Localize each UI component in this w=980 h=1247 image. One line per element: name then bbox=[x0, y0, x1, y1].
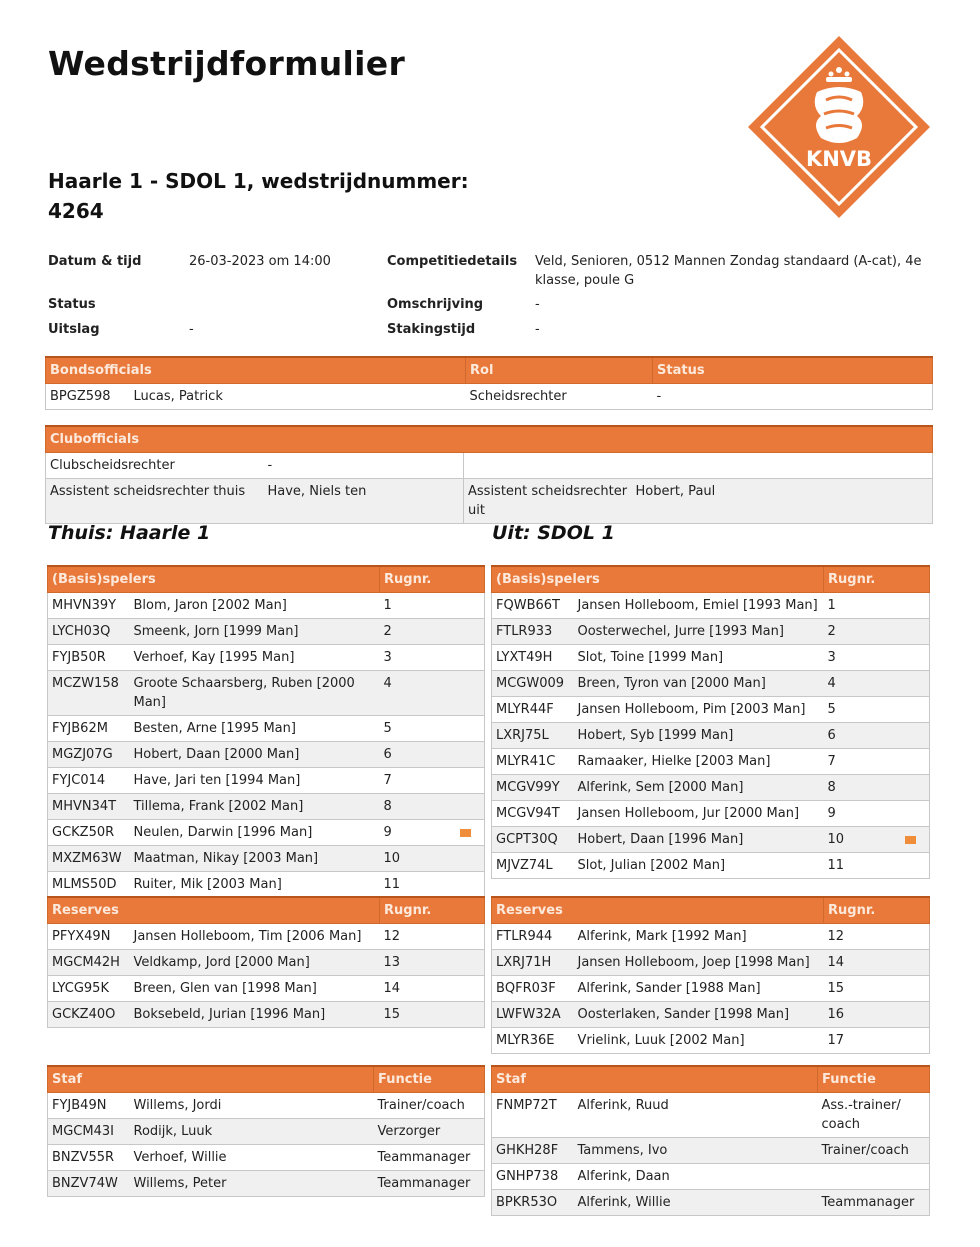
row-name: Boksebeld, Jurian [1996 Man] bbox=[130, 1002, 380, 1028]
row-code: LWFW32A bbox=[492, 1002, 574, 1028]
staff-col-header: Functie bbox=[818, 1066, 930, 1093]
clubscheids-value: - bbox=[264, 453, 464, 479]
table-row bbox=[492, 593, 930, 619]
row-code: FYJC014 bbox=[48, 768, 130, 794]
table-row bbox=[48, 1119, 485, 1145]
row-code: MCGW009 bbox=[492, 671, 574, 697]
table-row bbox=[492, 1164, 930, 1190]
row-code: LYXT49H bbox=[492, 645, 574, 671]
row-code: MLMS50D bbox=[48, 872, 130, 898]
row-nr: 12 bbox=[824, 924, 892, 950]
row-name: Oosterlaken, Sander [1998 Man] bbox=[574, 1002, 824, 1028]
card-cell bbox=[448, 768, 485, 794]
row-code: LYCG95K bbox=[48, 976, 130, 1002]
row-code: MLYR36E bbox=[492, 1028, 574, 1054]
status-header: Status bbox=[653, 357, 933, 384]
table-row bbox=[48, 872, 485, 898]
card-cell bbox=[892, 723, 930, 749]
row-role: Teammanager bbox=[818, 1190, 930, 1216]
home-staff-table bbox=[47, 1065, 485, 1197]
card-cell bbox=[892, 801, 930, 827]
row-code: GCKZ40O bbox=[48, 1002, 130, 1028]
row-name: Smeenk, Jorn [1999 Man] bbox=[130, 619, 380, 645]
datum-value: 26-03-2023 om 14:00 bbox=[189, 254, 331, 269]
table-row bbox=[492, 827, 930, 853]
row-role: Trainer/coach bbox=[374, 1093, 485, 1119]
card-cell bbox=[892, 697, 930, 723]
row-code: GCKZ50R bbox=[48, 820, 130, 846]
card-cell bbox=[448, 716, 485, 742]
card-cell bbox=[448, 794, 485, 820]
ass-uit-value: Hobert, Paul bbox=[632, 479, 933, 524]
row-nr: 3 bbox=[824, 645, 892, 671]
row-code: MGCM42H bbox=[48, 950, 130, 976]
row-name: Tammens, Ivo bbox=[574, 1138, 818, 1164]
row-name: Alferink, Sander [1988 Man] bbox=[574, 976, 824, 1002]
row-name: Jansen Holleboom, Tim [2006 Man] bbox=[130, 924, 380, 950]
row-nr: 16 bbox=[824, 1002, 892, 1028]
card-cell bbox=[892, 827, 930, 853]
row-name: Oosterwechel, Jurre [1993 Man] bbox=[574, 619, 824, 645]
row-nr: 8 bbox=[380, 794, 448, 820]
table-row bbox=[492, 671, 930, 697]
table-row bbox=[492, 775, 930, 801]
row-name: Alferink, Daan bbox=[574, 1164, 818, 1190]
official-rol: Scheidsrechter bbox=[466, 384, 653, 410]
row-name: Slot, Toine [1999 Man] bbox=[574, 645, 824, 671]
row-code: BPKR53O bbox=[492, 1190, 574, 1216]
row-nr: 5 bbox=[380, 716, 448, 742]
row-code: MHVN34T bbox=[48, 794, 130, 820]
row-name: Hobert, Daan [1996 Man] bbox=[574, 827, 824, 853]
row-nr: 6 bbox=[824, 723, 892, 749]
table-row bbox=[492, 950, 930, 976]
table-row bbox=[46, 453, 933, 479]
row-name: Vrielink, Luuk [2002 Man] bbox=[574, 1028, 824, 1054]
uitslag-value: - bbox=[189, 322, 194, 337]
row-role bbox=[818, 1164, 930, 1190]
table-row bbox=[48, 768, 485, 794]
omschrijving-label: Omschrijving bbox=[387, 297, 484, 312]
card-cell bbox=[892, 671, 930, 697]
bondsofficials-header: Bondsofficials bbox=[46, 357, 466, 384]
home-reserves-table bbox=[47, 896, 485, 1028]
card-cell bbox=[892, 853, 930, 879]
table-row bbox=[48, 1093, 485, 1119]
row-code: GCPT30Q bbox=[492, 827, 574, 853]
staking-label: Stakingstijd bbox=[387, 322, 476, 337]
card-cell bbox=[448, 645, 485, 671]
table-row bbox=[492, 1093, 930, 1138]
table-row bbox=[48, 1145, 485, 1171]
table-row bbox=[48, 1002, 485, 1028]
staking-value: - bbox=[535, 322, 540, 337]
row-code: LXRJ75L bbox=[492, 723, 574, 749]
players-col-header: Rugnr. bbox=[824, 566, 930, 593]
card-cell bbox=[448, 619, 485, 645]
card-cell bbox=[448, 1002, 485, 1028]
card-cell bbox=[448, 593, 485, 619]
reserves-header: Reserves bbox=[492, 897, 824, 924]
table-row bbox=[492, 1028, 930, 1054]
row-code: FTLR944 bbox=[492, 924, 574, 950]
row-code: MXZM63W bbox=[48, 846, 130, 872]
row-name: Groote Schaarsberg, Ruben [2000 Man] bbox=[130, 671, 380, 716]
players-col-header: Rugnr. bbox=[380, 566, 485, 593]
row-name: Blom, Jaron [2002 Man] bbox=[130, 593, 380, 619]
row-name: Hobert, Syb [1999 Man] bbox=[574, 723, 824, 749]
row-nr: 3 bbox=[380, 645, 448, 671]
row-code: FTLR933 bbox=[492, 619, 574, 645]
row-nr: 9 bbox=[380, 820, 448, 846]
card-cell bbox=[892, 775, 930, 801]
row-name: Slot, Julian [2002 Man] bbox=[574, 853, 824, 879]
card-cell bbox=[892, 1028, 930, 1054]
table-row bbox=[48, 820, 485, 846]
row-code: MCGV94T bbox=[492, 801, 574, 827]
card-cell bbox=[892, 924, 930, 950]
row-nr: 4 bbox=[380, 671, 448, 716]
match-heading: Haarle 1 - SDOL 1, wedstrijdnummer: bbox=[48, 169, 469, 193]
reserves-col-header: Rugnr. bbox=[824, 897, 930, 924]
omschrijving-value: - bbox=[535, 297, 540, 312]
home-players-table bbox=[47, 565, 485, 898]
row-name: Tillema, Frank [2002 Man] bbox=[130, 794, 380, 820]
row-name: Jansen Holleboom, Jur [2000 Man] bbox=[574, 801, 824, 827]
table-row bbox=[48, 976, 485, 1002]
table-row bbox=[48, 924, 485, 950]
card-cell bbox=[892, 950, 930, 976]
row-nr: 11 bbox=[824, 853, 892, 879]
status-label: Status bbox=[48, 297, 96, 312]
row-name: Neulen, Darwin [1996 Man] bbox=[130, 820, 380, 846]
card-cell bbox=[892, 593, 930, 619]
row-code: GHKH28F bbox=[492, 1138, 574, 1164]
row-name: Besten, Arne [1995 Man] bbox=[130, 716, 380, 742]
row-name: Ramaaker, Hielke [2003 Man] bbox=[574, 749, 824, 775]
row-code: MHVN39Y bbox=[48, 593, 130, 619]
card-cell bbox=[448, 742, 485, 768]
match-number: 4264 bbox=[48, 199, 104, 223]
row-nr: 15 bbox=[824, 976, 892, 1002]
row-nr: 5 bbox=[824, 697, 892, 723]
row-nr: 7 bbox=[824, 749, 892, 775]
clubscheids-label: Clubscheidsrechter bbox=[46, 453, 264, 479]
row-code: MLYR44F bbox=[492, 697, 574, 723]
away-team-title: Uit: SDOL 1 bbox=[492, 522, 615, 544]
row-name: Ruiter, Mik [2003 Man] bbox=[130, 872, 380, 898]
card-cell bbox=[448, 846, 485, 872]
row-nr: 17 bbox=[824, 1028, 892, 1054]
row-name: Verhoef, Kay [1995 Man] bbox=[130, 645, 380, 671]
reserves-col-header: Rugnr. bbox=[380, 897, 485, 924]
row-nr: 14 bbox=[824, 950, 892, 976]
table-row bbox=[48, 619, 485, 645]
bondsofficials-table bbox=[45, 356, 933, 410]
row-nr: 14 bbox=[380, 976, 448, 1002]
ass-thuis-value: Have, Niels ten bbox=[264, 479, 464, 524]
row-code: FYJB49N bbox=[48, 1093, 130, 1119]
table-row bbox=[492, 801, 930, 827]
row-name: Alferink, Sem [2000 Man] bbox=[574, 775, 824, 801]
row-name: Jansen Holleboom, Joep [1998 Man] bbox=[574, 950, 824, 976]
row-nr: 2 bbox=[380, 619, 448, 645]
row-name: Alferink, Willie bbox=[574, 1190, 818, 1216]
row-name: Willems, Jordi bbox=[130, 1093, 374, 1119]
row-code: MCZW158 bbox=[48, 671, 130, 716]
uitslag-label: Uitslag bbox=[48, 322, 100, 337]
reserves-header: Reserves bbox=[48, 897, 380, 924]
row-name: Alferink, Mark [1992 Man] bbox=[574, 924, 824, 950]
table-row bbox=[492, 1138, 930, 1164]
table-row bbox=[48, 950, 485, 976]
yellow-card-icon bbox=[905, 836, 916, 844]
staff-header: Staf bbox=[48, 1066, 374, 1093]
row-nr: 9 bbox=[824, 801, 892, 827]
competitie-label: Competitiedetails bbox=[387, 254, 518, 269]
match-title bbox=[48, 166, 488, 226]
datum-label: Datum & tijd bbox=[48, 254, 142, 269]
row-code: BQFR03F bbox=[492, 976, 574, 1002]
row-name: Jansen Holleboom, Emiel [1993 Man] bbox=[574, 593, 824, 619]
away-players-table bbox=[491, 565, 930, 879]
row-code: GNHP738 bbox=[492, 1164, 574, 1190]
away-reserves-table bbox=[491, 896, 930, 1054]
clubofficials-header: Clubofficials bbox=[46, 426, 933, 453]
table-row bbox=[492, 1190, 930, 1216]
row-code: MGCM43I bbox=[48, 1119, 130, 1145]
row-role: Verzorger bbox=[374, 1119, 485, 1145]
row-role: Teammanager bbox=[374, 1145, 485, 1171]
card-cell bbox=[448, 950, 485, 976]
official-status: - bbox=[653, 384, 933, 410]
table-row bbox=[492, 924, 930, 950]
row-code: MGZJ07G bbox=[48, 742, 130, 768]
home-team-title: Thuis: Haarle 1 bbox=[48, 522, 211, 544]
row-name: Willems, Peter bbox=[130, 1171, 374, 1197]
card-cell bbox=[892, 645, 930, 671]
row-nr: 2 bbox=[824, 619, 892, 645]
table-row bbox=[48, 593, 485, 619]
row-code: BNZV74W bbox=[48, 1171, 130, 1197]
ass-uit-label: Assistent scheidsrechter uit bbox=[464, 479, 632, 524]
rol-header: Rol bbox=[466, 357, 653, 384]
row-nr: 4 bbox=[824, 671, 892, 697]
row-name: Verhoef, Willie bbox=[130, 1145, 374, 1171]
table-row bbox=[492, 645, 930, 671]
table-row bbox=[492, 1002, 930, 1028]
card-cell bbox=[448, 820, 485, 846]
away-staff-table bbox=[491, 1065, 930, 1216]
row-name: Rodijk, Luuk bbox=[130, 1119, 374, 1145]
card-cell bbox=[448, 671, 485, 716]
competitie-value: Veld, Senioren, 0512 Mannen Zondag standaard (A-cat), 4e klasse, poule G bbox=[535, 254, 922, 288]
row-role: Ass.-trainer/ coach bbox=[818, 1093, 930, 1138]
table-row bbox=[48, 742, 485, 768]
card-cell bbox=[448, 872, 485, 898]
table-row bbox=[48, 671, 485, 716]
row-nr: 10 bbox=[380, 846, 448, 872]
row-nr: 8 bbox=[824, 775, 892, 801]
official-name: Lucas, Patrick bbox=[130, 384, 466, 410]
knvb-logo bbox=[742, 30, 936, 224]
row-nr: 11 bbox=[380, 872, 448, 898]
row-nr: 1 bbox=[824, 593, 892, 619]
row-nr: 12 bbox=[380, 924, 448, 950]
card-cell bbox=[448, 976, 485, 1002]
row-name: Have, Jari ten [1994 Man] bbox=[130, 768, 380, 794]
row-nr: 6 bbox=[380, 742, 448, 768]
table-row bbox=[492, 853, 930, 879]
row-name: Alferink, Ruud bbox=[574, 1093, 818, 1138]
card-cell bbox=[892, 749, 930, 775]
ass-thuis-label: Assistent scheidsrechter thuis bbox=[46, 479, 264, 524]
row-role: Trainer/coach bbox=[818, 1138, 930, 1164]
table-row bbox=[492, 697, 930, 723]
datum-row bbox=[48, 252, 141, 271]
table-row bbox=[48, 794, 485, 820]
row-code: LXRJ71H bbox=[492, 950, 574, 976]
row-code: FYJB50R bbox=[48, 645, 130, 671]
row-nr: 1 bbox=[380, 593, 448, 619]
table-row bbox=[492, 976, 930, 1002]
row-name: Breen, Glen van [1998 Man] bbox=[130, 976, 380, 1002]
clubofficials-table bbox=[45, 425, 933, 524]
players-header: (Basis)spelers bbox=[492, 566, 824, 593]
row-code: FQWB66T bbox=[492, 593, 574, 619]
table-row bbox=[46, 384, 933, 410]
table-row bbox=[48, 645, 485, 671]
table-row bbox=[492, 619, 930, 645]
row-code: MJVZ74L bbox=[492, 853, 574, 879]
row-code: FNMP72T bbox=[492, 1093, 574, 1138]
row-name: Hobert, Daan [2000 Man] bbox=[130, 742, 380, 768]
yellow-card-icon bbox=[460, 829, 471, 837]
table-row bbox=[492, 723, 930, 749]
row-code: MLYR41C bbox=[492, 749, 574, 775]
row-nr: 13 bbox=[380, 950, 448, 976]
row-nr: 10 bbox=[824, 827, 892, 853]
row-name: Maatman, Nikay [2003 Man] bbox=[130, 846, 380, 872]
row-code: BNZV55R bbox=[48, 1145, 130, 1171]
row-code: FYJB62M bbox=[48, 716, 130, 742]
logo-text: KNVB bbox=[805, 147, 873, 171]
table-row bbox=[48, 1171, 485, 1197]
table-row bbox=[46, 479, 933, 524]
row-name: Jansen Holleboom, Pim [2003 Man] bbox=[574, 697, 824, 723]
card-cell bbox=[892, 1002, 930, 1028]
players-header: (Basis)spelers bbox=[48, 566, 380, 593]
row-name: Veldkamp, Jord [2000 Man] bbox=[130, 950, 380, 976]
row-nr: 15 bbox=[380, 1002, 448, 1028]
table-row bbox=[48, 716, 485, 742]
row-nr: 7 bbox=[380, 768, 448, 794]
table-row bbox=[492, 749, 930, 775]
row-code: LYCH03Q bbox=[48, 619, 130, 645]
page-title: Wedstrijdformulier bbox=[48, 44, 406, 83]
card-cell bbox=[892, 619, 930, 645]
card-cell bbox=[892, 976, 930, 1002]
official-code: BPGZ598 bbox=[46, 384, 130, 410]
row-name: Breen, Tyron van [2000 Man] bbox=[574, 671, 824, 697]
row-code: MCGV99Y bbox=[492, 775, 574, 801]
staff-col-header: Functie bbox=[374, 1066, 485, 1093]
staff-header: Staf bbox=[492, 1066, 818, 1093]
row-role: Teammanager bbox=[374, 1171, 485, 1197]
card-cell bbox=[448, 924, 485, 950]
row-code: PFYX49N bbox=[48, 924, 130, 950]
table-row bbox=[48, 846, 485, 872]
